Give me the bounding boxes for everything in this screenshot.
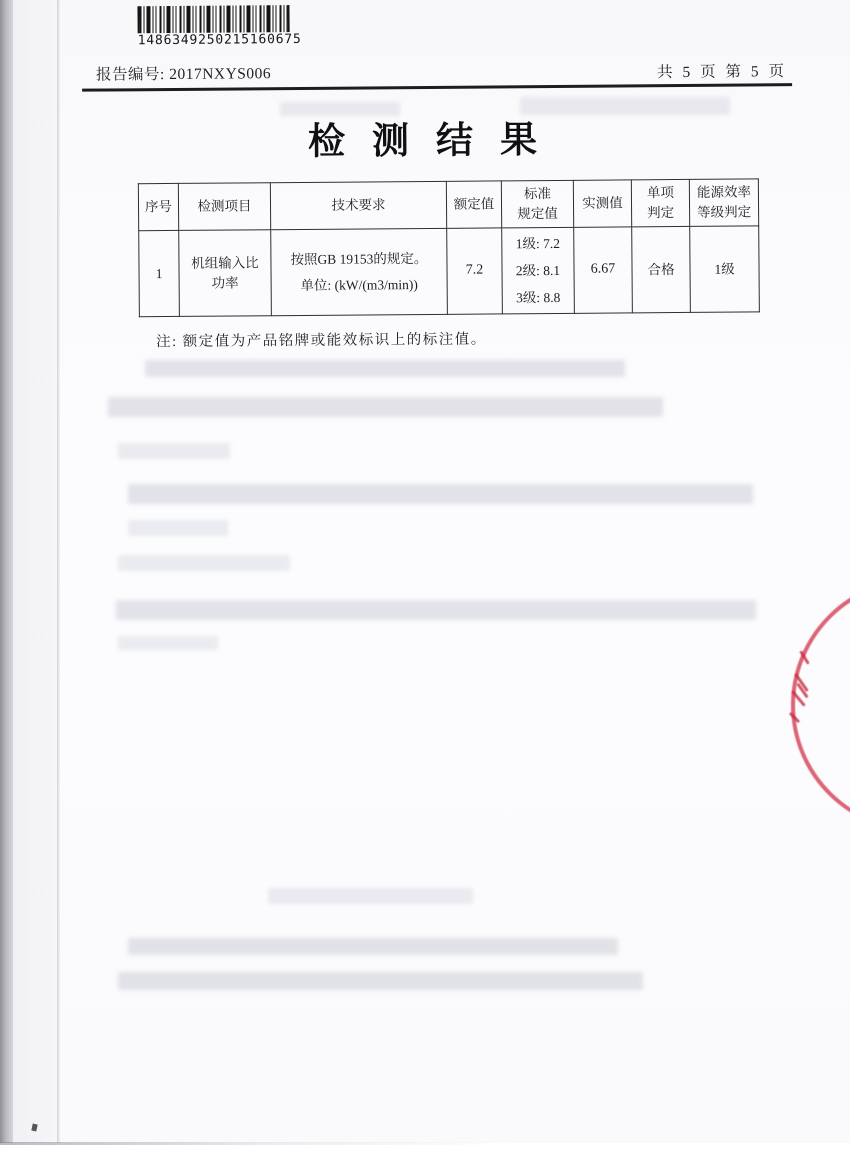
cell-requirement: 按照GB 19153的规定。 单位: (kW/(m3/min))	[271, 228, 448, 315]
cell-item: 机组输入比 功率	[179, 230, 272, 317]
cell-measured: 6.67	[574, 227, 633, 313]
page-info: 共 5 页 第 5 页	[657, 63, 788, 82]
col-header-item: 检测项目	[178, 183, 270, 231]
col-header-no: 序号	[138, 183, 178, 230]
cell-rated: 7.2	[447, 228, 503, 314]
col-header-measured: 实测值	[573, 180, 631, 227]
table-header-row	[138, 179, 758, 231]
col-header-standard: 标准 规定值	[501, 180, 573, 228]
table-row	[139, 226, 760, 317]
report-header-row	[82, 57, 792, 87]
cell-grade: 1级	[690, 226, 760, 313]
barcode-number: 1486349250215160675	[137, 31, 302, 49]
report-number-label: 报告编号:	[95, 66, 165, 84]
footnote: 注: 额定值为产品铭牌或能效标识上的标注值。	[156, 331, 487, 351]
cell-standard: 1级: 7.2 2级: 8.1 3级: 8.8	[502, 227, 575, 314]
col-header-judgment: 单项 判定	[631, 179, 689, 226]
barcode-bars-icon	[137, 5, 289, 33]
col-header-rated: 额定值	[446, 181, 501, 228]
barcode	[137, 5, 302, 49]
report-number-line	[96, 61, 271, 84]
cell-judgment: 合格	[632, 226, 691, 312]
report-number-value: 2017NXYS006	[169, 65, 272, 83]
cell-no: 1	[139, 230, 180, 316]
col-header-requirement: 技术要求	[270, 181, 446, 229]
page-title: 检测结果	[307, 119, 565, 163]
results-table	[138, 178, 760, 317]
col-header-grade: 能源效率 等级判定	[689, 179, 758, 227]
